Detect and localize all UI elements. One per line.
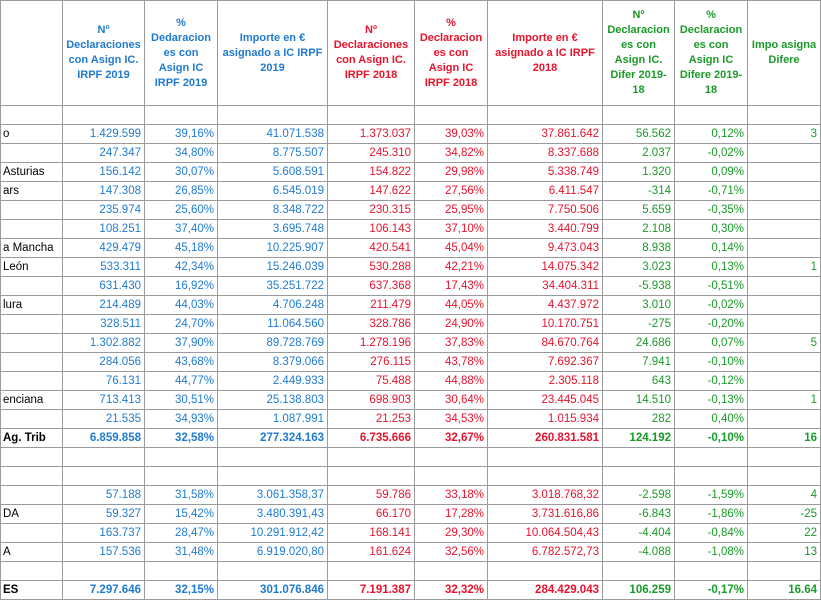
value-cell: 7.692.367 — [488, 353, 603, 372]
table-row — [1, 524, 821, 543]
value-cell: 15.246.039 — [218, 258, 328, 277]
value-cell: 44,03% — [145, 296, 218, 315]
value-cell — [748, 277, 821, 296]
empty-cell — [748, 448, 821, 467]
region-label — [1, 220, 63, 239]
value-cell: 30,07% — [145, 163, 218, 182]
region-label: lura — [1, 296, 63, 315]
value-cell: 8.337.688 — [488, 144, 603, 163]
value-cell: -6.843 — [603, 505, 675, 524]
value-cell: 59.327 — [63, 505, 145, 524]
value-cell: -2.598 — [603, 486, 675, 505]
value-cell: 301.076.846 — [218, 581, 328, 600]
value-cell: 10.170.751 — [488, 315, 603, 334]
empty-cell — [748, 562, 821, 581]
value-cell: 37.861.642 — [488, 125, 603, 144]
value-cell: 277.324.163 — [218, 429, 328, 448]
value-cell: 0,07% — [675, 334, 748, 353]
empty-cell — [603, 448, 675, 467]
empty-cell — [63, 467, 145, 486]
value-cell: 32,15% — [145, 581, 218, 600]
empty-cell — [218, 106, 328, 125]
header-col-8: % Declaracion es con Asign IC Difere 2019-18 — [675, 1, 748, 106]
value-cell: -0,51% — [675, 277, 748, 296]
region-label — [1, 201, 63, 220]
value-cell: 3.480.391,43 — [218, 505, 328, 524]
value-cell: 1.278.196 — [328, 334, 415, 353]
value-cell: 11.064.560 — [218, 315, 328, 334]
value-cell: 6.859.858 — [63, 429, 145, 448]
value-cell: 14.075.342 — [488, 258, 603, 277]
value-cell: 2.108 — [603, 220, 675, 239]
table-row — [1, 182, 821, 201]
table-row — [1, 239, 821, 258]
value-cell: 106.259 — [603, 581, 675, 600]
value-cell: 147.308 — [63, 182, 145, 201]
value-cell: 41.071.538 — [218, 125, 328, 144]
value-cell: 8.938 — [603, 239, 675, 258]
value-cell: 3.061.358,37 — [218, 486, 328, 505]
value-cell: 147.622 — [328, 182, 415, 201]
table-row — [1, 220, 821, 239]
region-label: Ag. Trib — [1, 429, 63, 448]
value-cell: 33,18% — [415, 486, 488, 505]
region-label — [1, 410, 63, 429]
value-cell: -314 — [603, 182, 675, 201]
value-cell: 26,85% — [145, 182, 218, 201]
value-cell: 23.445.045 — [488, 391, 603, 410]
value-cell: 4.706.248 — [218, 296, 328, 315]
value-cell: 124.192 — [603, 429, 675, 448]
value-cell: 42,34% — [145, 258, 218, 277]
region-label: DA — [1, 505, 63, 524]
value-cell: 35.251.722 — [218, 277, 328, 296]
value-cell: 5.659 — [603, 201, 675, 220]
value-cell: 34,53% — [415, 410, 488, 429]
empty-cell — [675, 467, 748, 486]
value-cell: 3.010 — [603, 296, 675, 315]
value-cell: 637.368 — [328, 277, 415, 296]
value-cell: 1.302.882 — [63, 334, 145, 353]
value-cell: 2.305.118 — [488, 372, 603, 391]
value-cell: 30,51% — [145, 391, 218, 410]
region-label: ars — [1, 182, 63, 201]
value-cell: 1.373.037 — [328, 125, 415, 144]
spacer-row — [1, 106, 821, 125]
empty-cell — [415, 448, 488, 467]
value-cell: 328.786 — [328, 315, 415, 334]
value-cell: 45,04% — [415, 239, 488, 258]
empty-cell — [415, 106, 488, 125]
value-cell: 34,93% — [145, 410, 218, 429]
value-cell: 7.941 — [603, 353, 675, 372]
value-cell: 4 — [748, 486, 821, 505]
empty-cell — [415, 467, 488, 486]
value-cell: 21.535 — [63, 410, 145, 429]
value-cell: 1.429.599 — [63, 125, 145, 144]
region-label: León — [1, 258, 63, 277]
value-cell: 211.479 — [328, 296, 415, 315]
value-cell: 84.670.764 — [488, 334, 603, 353]
value-cell: 2.037 — [603, 144, 675, 163]
value-cell: -0,17% — [675, 581, 748, 600]
value-cell: 37,10% — [415, 220, 488, 239]
value-cell: 282 — [603, 410, 675, 429]
value-cell: 44,77% — [145, 372, 218, 391]
empty-cell — [415, 562, 488, 581]
empty-cell — [488, 106, 603, 125]
empty-cell — [603, 562, 675, 581]
value-cell: -0,10% — [675, 353, 748, 372]
region-label — [1, 315, 63, 334]
value-cell: 0,30% — [675, 220, 748, 239]
value-cell: 214.489 — [63, 296, 145, 315]
value-cell — [748, 315, 821, 334]
value-cell: 6.735.666 — [328, 429, 415, 448]
empty-cell — [1, 562, 63, 581]
value-cell: 230.315 — [328, 201, 415, 220]
header-region — [1, 1, 63, 106]
value-cell — [748, 410, 821, 429]
value-cell: 42,21% — [415, 258, 488, 277]
table-row — [1, 201, 821, 220]
empty-cell — [145, 106, 218, 125]
value-cell: 24.686 — [603, 334, 675, 353]
region-label — [1, 524, 63, 543]
table-row — [1, 125, 821, 144]
value-cell: 631.430 — [63, 277, 145, 296]
value-cell: 161.624 — [328, 543, 415, 562]
value-cell: 6.919.020,80 — [218, 543, 328, 562]
empty-cell — [63, 562, 145, 581]
table-row — [1, 372, 821, 391]
table-row — [1, 296, 821, 315]
table-row — [1, 543, 821, 562]
value-cell: 25,60% — [145, 201, 218, 220]
value-cell: -0,02% — [675, 296, 748, 315]
header-col-5: % Declaracion es con Asign IC IRPF 2018 — [415, 1, 488, 106]
value-cell: 59.786 — [328, 486, 415, 505]
value-cell: 37,83% — [415, 334, 488, 353]
value-cell: 4.437.972 — [488, 296, 603, 315]
empty-cell — [328, 106, 415, 125]
value-cell: 10.291.912,42 — [218, 524, 328, 543]
value-cell: 13 — [748, 543, 821, 562]
region-label — [1, 144, 63, 163]
value-cell: 533.311 — [63, 258, 145, 277]
value-cell: 16.64 — [748, 581, 821, 600]
value-cell — [748, 220, 821, 239]
value-cell: 106.143 — [328, 220, 415, 239]
value-cell: 34.404.311 — [488, 277, 603, 296]
value-cell: 29,30% — [415, 524, 488, 543]
empty-cell — [328, 448, 415, 467]
empty-cell — [145, 467, 218, 486]
value-cell: 163.737 — [63, 524, 145, 543]
value-cell: -25 — [748, 505, 821, 524]
value-cell: -4.088 — [603, 543, 675, 562]
value-cell: 3.018.768,32 — [488, 486, 603, 505]
table-row — [1, 391, 821, 410]
value-cell: -0,84% — [675, 524, 748, 543]
value-cell: 0,09% — [675, 163, 748, 182]
region-label: A — [1, 543, 63, 562]
value-cell: 154.822 — [328, 163, 415, 182]
value-cell: 5.338.749 — [488, 163, 603, 182]
value-cell: 89.728.769 — [218, 334, 328, 353]
empty-cell — [488, 448, 603, 467]
value-cell: 66.170 — [328, 505, 415, 524]
empty-cell — [328, 467, 415, 486]
value-cell: -0,12% — [675, 372, 748, 391]
value-cell: 17,28% — [415, 505, 488, 524]
region-label — [1, 486, 63, 505]
empty-cell — [328, 562, 415, 581]
value-cell: 10.064.504,43 — [488, 524, 603, 543]
value-cell: 28,47% — [145, 524, 218, 543]
region-label — [1, 372, 63, 391]
value-cell: 27,56% — [415, 182, 488, 201]
header-col-6: Importe en € asignado a IC IRPF 2018 — [488, 1, 603, 106]
header-col-2: % Dedaracion es con Asign IC IRPF 2019 — [145, 1, 218, 106]
value-cell: 39,16% — [145, 125, 218, 144]
value-cell: -1,59% — [675, 486, 748, 505]
value-cell: 10.225.907 — [218, 239, 328, 258]
separator-row — [1, 467, 821, 486]
header-col-7: Nº Declaracion es con Asign IC. Difer 2019-18 — [603, 1, 675, 106]
table-row — [1, 163, 821, 182]
value-cell: 56.562 — [603, 125, 675, 144]
value-cell: 3.695.748 — [218, 220, 328, 239]
total-row — [1, 429, 821, 448]
value-cell — [748, 353, 821, 372]
value-cell: 108.251 — [63, 220, 145, 239]
empty-cell — [603, 467, 675, 486]
table-row — [1, 277, 821, 296]
empty-cell — [488, 562, 603, 581]
value-cell: 8.775.507 — [218, 144, 328, 163]
empty-cell — [748, 467, 821, 486]
value-cell: 0,12% — [675, 125, 748, 144]
header-col-9: Impo asigna Difere — [748, 1, 821, 106]
header-col-3: Importe en € asignado a IC IRPF 2019 — [218, 1, 328, 106]
value-cell: 168.141 — [328, 524, 415, 543]
value-cell: 75.488 — [328, 372, 415, 391]
table-row — [1, 334, 821, 353]
value-cell: 57.188 — [63, 486, 145, 505]
empty-cell — [1, 467, 63, 486]
table-row — [1, 258, 821, 277]
empty-cell — [603, 106, 675, 125]
value-cell: 284.056 — [63, 353, 145, 372]
value-cell — [748, 239, 821, 258]
value-cell: 44,88% — [415, 372, 488, 391]
value-cell: 3.023 — [603, 258, 675, 277]
value-cell: 6.545.019 — [218, 182, 328, 201]
value-cell — [748, 144, 821, 163]
value-cell: 247.347 — [63, 144, 145, 163]
value-cell: 7.297.646 — [63, 581, 145, 600]
value-cell: 6.411.547 — [488, 182, 603, 201]
value-cell: 31,48% — [145, 543, 218, 562]
value-cell: 157.536 — [63, 543, 145, 562]
value-cell: 284.429.043 — [488, 581, 603, 600]
region-label: a Mancha — [1, 239, 63, 258]
empty-cell — [675, 448, 748, 467]
value-cell: 260.831.581 — [488, 429, 603, 448]
value-cell — [748, 201, 821, 220]
value-cell: 37,90% — [145, 334, 218, 353]
value-cell: 420.541 — [328, 239, 415, 258]
grand-total-row — [1, 581, 821, 600]
value-cell: 0,40% — [675, 410, 748, 429]
value-cell: -5.938 — [603, 277, 675, 296]
header-col-1: Nº Declaraciones con Asign IC. IRPF 2019 — [63, 1, 145, 106]
value-cell: 3 — [748, 125, 821, 144]
region-label: enciana — [1, 391, 63, 410]
value-cell: 24,70% — [145, 315, 218, 334]
value-cell: 7.750.506 — [488, 201, 603, 220]
table-row — [1, 410, 821, 429]
value-cell: 235.974 — [63, 201, 145, 220]
value-cell: -1,86% — [675, 505, 748, 524]
value-cell: 3.440.799 — [488, 220, 603, 239]
value-cell: 8.379.066 — [218, 353, 328, 372]
table-row — [1, 505, 821, 524]
value-cell: 1 — [748, 258, 821, 277]
value-cell: 1.015.934 — [488, 410, 603, 429]
header-col-4: Nº Declaraciones con Asign IC. IRPF 2018 — [328, 1, 415, 106]
empty-cell — [675, 106, 748, 125]
value-cell: 3.731.616,86 — [488, 505, 603, 524]
separator-row — [1, 562, 821, 581]
table-row — [1, 315, 821, 334]
empty-cell — [675, 562, 748, 581]
value-cell: 32,67% — [415, 429, 488, 448]
value-cell: 0,14% — [675, 239, 748, 258]
value-cell: 32,56% — [415, 543, 488, 562]
value-cell: 43,68% — [145, 353, 218, 372]
empty-cell — [145, 448, 218, 467]
value-cell: 31,58% — [145, 486, 218, 505]
value-cell: -0,10% — [675, 429, 748, 448]
value-cell: 1.320 — [603, 163, 675, 182]
value-cell: 1.087.991 — [218, 410, 328, 429]
region-label: o — [1, 125, 63, 144]
region-label: Asturias — [1, 163, 63, 182]
value-cell: 17,43% — [415, 277, 488, 296]
value-cell: 0,13% — [675, 258, 748, 277]
empty-cell — [1, 448, 63, 467]
value-cell: 44,05% — [415, 296, 488, 315]
empty-cell — [488, 467, 603, 486]
table-row — [1, 144, 821, 163]
value-cell: -0,35% — [675, 201, 748, 220]
separator-row — [1, 448, 821, 467]
value-cell: -1,08% — [675, 543, 748, 562]
empty-cell — [145, 562, 218, 581]
value-cell — [748, 372, 821, 391]
region-label — [1, 334, 63, 353]
value-cell: 21.253 — [328, 410, 415, 429]
empty-cell — [218, 562, 328, 581]
value-cell — [748, 182, 821, 201]
value-cell: -0,71% — [675, 182, 748, 201]
value-cell: 6.782.572,73 — [488, 543, 603, 562]
value-cell: 429.479 — [63, 239, 145, 258]
value-cell: -4.404 — [603, 524, 675, 543]
value-cell: 43,78% — [415, 353, 488, 372]
region-label: ES — [1, 581, 63, 600]
value-cell: 37,40% — [145, 220, 218, 239]
value-cell: 76.131 — [63, 372, 145, 391]
value-cell: 45,18% — [145, 239, 218, 258]
region-label — [1, 353, 63, 372]
value-cell: 2.449.933 — [218, 372, 328, 391]
value-cell: -275 — [603, 315, 675, 334]
value-cell: 30,64% — [415, 391, 488, 410]
value-cell: 22 — [748, 524, 821, 543]
value-cell: 156.142 — [63, 163, 145, 182]
value-cell: 328.511 — [63, 315, 145, 334]
value-cell: 34,82% — [415, 144, 488, 163]
value-cell: 9.473.043 — [488, 239, 603, 258]
value-cell: 713.413 — [63, 391, 145, 410]
value-cell: 32,58% — [145, 429, 218, 448]
empty-cell — [748, 106, 821, 125]
header-row — [1, 1, 821, 106]
value-cell: 39,03% — [415, 125, 488, 144]
value-cell: 16 — [748, 429, 821, 448]
value-cell: 14.510 — [603, 391, 675, 410]
value-cell: 29,98% — [415, 163, 488, 182]
value-cell: 15,42% — [145, 505, 218, 524]
value-cell: 8.348.722 — [218, 201, 328, 220]
value-cell: 276.115 — [328, 353, 415, 372]
value-cell: 530.288 — [328, 258, 415, 277]
value-cell: 34,80% — [145, 144, 218, 163]
table-row — [1, 486, 821, 505]
value-cell: 16,92% — [145, 277, 218, 296]
empty-cell — [1, 106, 63, 125]
value-cell: 24,90% — [415, 315, 488, 334]
value-cell: -0,02% — [675, 144, 748, 163]
value-cell: 1 — [748, 391, 821, 410]
region-label — [1, 277, 63, 296]
value-cell: 5 — [748, 334, 821, 353]
empty-cell — [63, 106, 145, 125]
value-cell: 32,32% — [415, 581, 488, 600]
value-cell: 698.903 — [328, 391, 415, 410]
value-cell: 25.138.803 — [218, 391, 328, 410]
value-cell: 5.608.591 — [218, 163, 328, 182]
value-cell: 643 — [603, 372, 675, 391]
value-cell: 245.310 — [328, 144, 415, 163]
value-cell — [748, 296, 821, 315]
empty-cell — [218, 467, 328, 486]
empty-cell — [218, 448, 328, 467]
value-cell: 25,95% — [415, 201, 488, 220]
table-row — [1, 353, 821, 372]
value-cell — [748, 163, 821, 182]
value-cell: -0,13% — [675, 391, 748, 410]
value-cell: -0,20% — [675, 315, 748, 334]
value-cell: 7.191.387 — [328, 581, 415, 600]
empty-cell — [63, 448, 145, 467]
